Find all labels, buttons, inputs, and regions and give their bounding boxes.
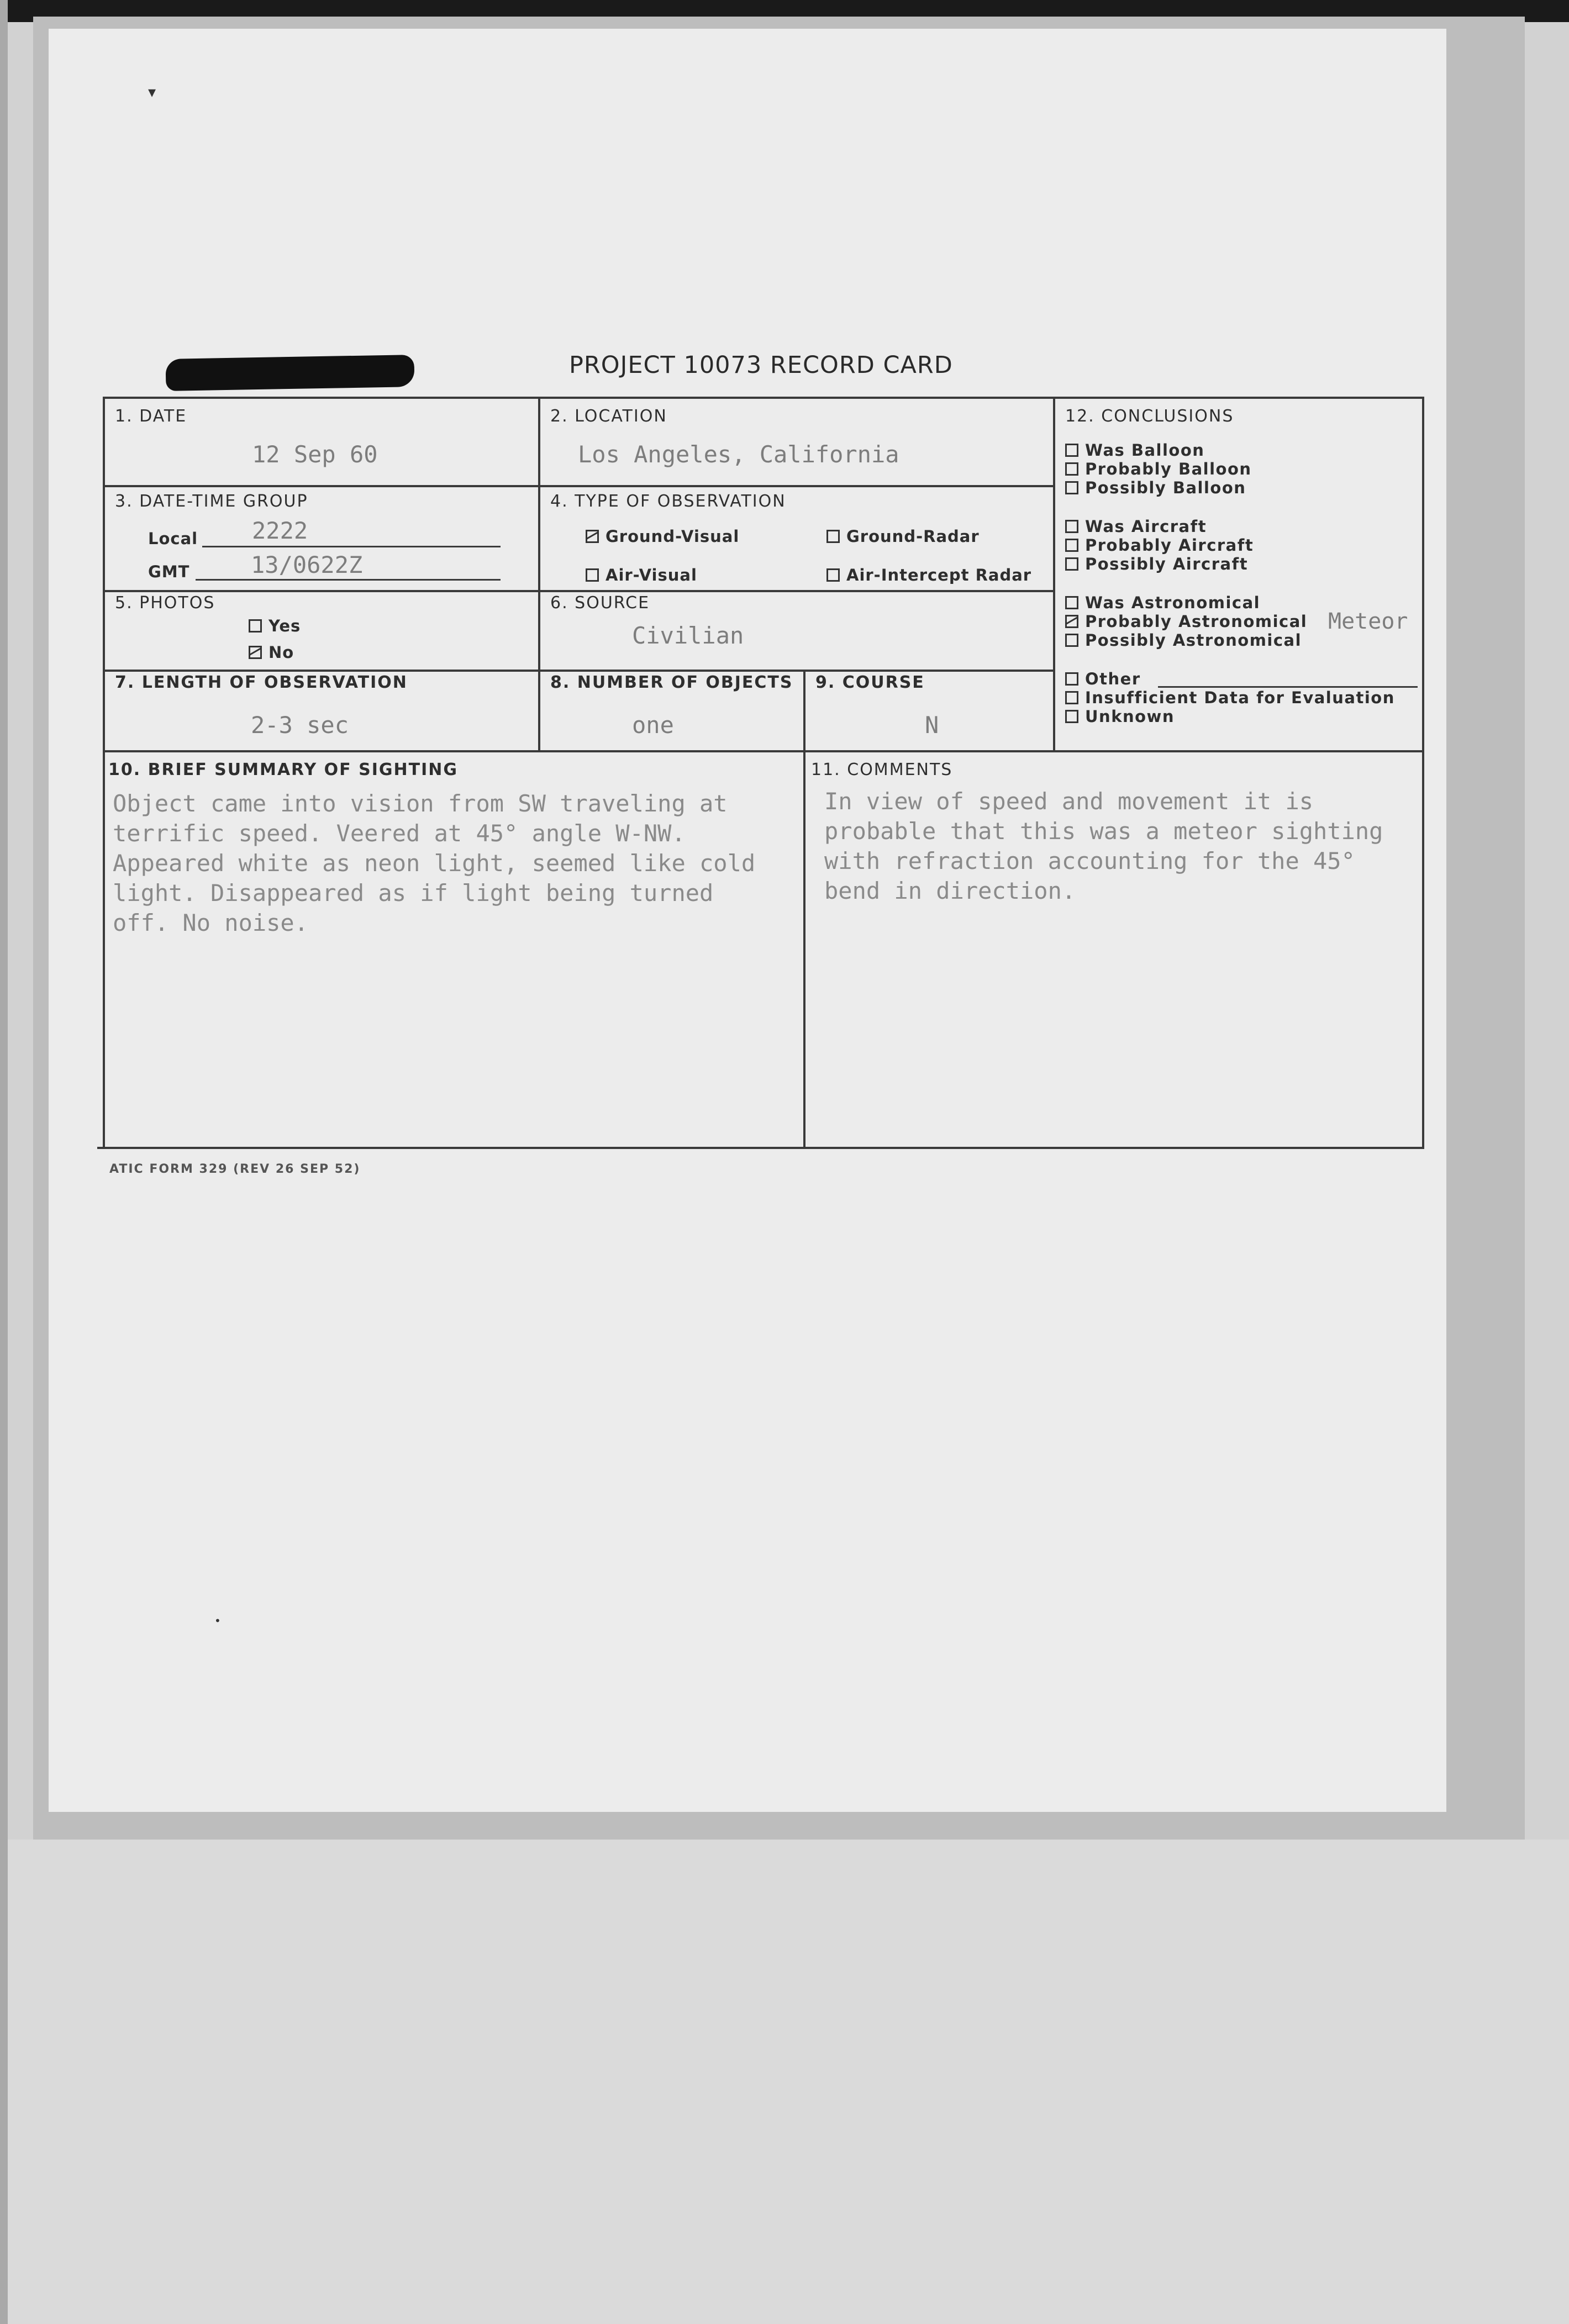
conclusion-option[interactable]: Was Astronomical: [1065, 593, 1307, 612]
conclusions-group-astronomical: [1065, 593, 1307, 650]
photos-yes[interactable]: Yes: [249, 616, 301, 635]
conclusions-group-aircraft: [1065, 517, 1254, 573]
checkbox-icon: [826, 568, 840, 582]
card-border-top: [104, 397, 1424, 399]
option-air-visual[interactable]: Air-Visual: [586, 566, 697, 584]
divider: [803, 750, 805, 1148]
divider: [104, 485, 1054, 487]
conclusions-label: 12. CONCLUSIONS: [1065, 407, 1234, 426]
option-air-intercept-radar[interactable]: Air-Intercept Radar: [826, 566, 1031, 584]
checkbox-icon: [1065, 672, 1078, 686]
course-value: N: [925, 712, 939, 739]
form-footer: ATIC FORM 329 (REV 26 SEP 52): [109, 1162, 361, 1176]
conclusion-option[interactable]: Was Aircraft: [1065, 517, 1254, 536]
conclusion-option[interactable]: Possibly Aircraft: [1065, 555, 1254, 573]
comments-line: bend in direction.: [824, 877, 1076, 904]
checkbox-icon: [1065, 462, 1078, 476]
conclusion-option[interactable]: Possibly Balloon: [1065, 478, 1252, 497]
conclusion-option[interactable]: Possibly Astronomical: [1065, 631, 1307, 650]
length-label: 7. LENGTH OF OBSERVATION: [115, 673, 408, 692]
checkbox-icon: [1065, 444, 1078, 457]
dtg-label: 3. DATE-TIME GROUP: [115, 492, 308, 511]
conclusion-option[interactable]: Probably Aircraft: [1065, 536, 1254, 555]
conclusions-group-other: [1065, 670, 1395, 726]
option-ground-radar[interactable]: Ground-Radar: [826, 527, 980, 546]
local-value: 2222: [252, 517, 308, 544]
checkbox-icon: [249, 619, 262, 633]
redaction-mark: [166, 355, 415, 391]
length-value: 2-3 sec: [251, 712, 349, 739]
summary-line: terrific speed. Veered at 45° angle W-NW.: [113, 820, 686, 847]
conclusion-option-checked[interactable]: Probably Astronomical: [1065, 612, 1307, 631]
location-value: Los Angeles, California: [578, 441, 899, 468]
checkbox-icon: [1065, 596, 1078, 609]
checkbox-icon: [1065, 557, 1078, 571]
local-label: Local: [148, 529, 198, 548]
local-underline: [202, 546, 501, 547]
background-strip: [8, 1840, 1569, 2324]
option-ground-visual[interactable]: Ground-Visual: [586, 527, 739, 546]
date-label: 1. DATE: [115, 407, 187, 426]
divider: [104, 750, 1424, 752]
card-border-right: [1422, 397, 1424, 1148]
divider: [1053, 397, 1055, 750]
card-border-bottom: [97, 1147, 1424, 1149]
checkbox-icon: [586, 530, 599, 543]
summary-line: Appeared white as neon light, seemed like cold: [113, 850, 756, 877]
photos-no[interactable]: No: [249, 643, 294, 662]
divider: [803, 670, 805, 750]
conclusion-option[interactable]: Was Balloon: [1065, 441, 1252, 460]
checkbox-icon: [249, 646, 262, 659]
divider: [104, 670, 1054, 672]
scan-speck: ▾: [148, 83, 156, 101]
checkbox-icon: [1065, 520, 1078, 533]
scan-speck: •: [214, 1614, 221, 1627]
divider: [104, 590, 1054, 592]
type-obs-label: 4. TYPE OF OBSERVATION: [550, 492, 786, 511]
checkbox-icon: [586, 568, 599, 582]
summary-line: Object came into vision from SW traveling at: [113, 790, 728, 817]
scan-left-edge: [0, 0, 8, 2324]
gmt-value: 13/0622Z: [251, 551, 363, 578]
comments-line: probable that this was a meteor sighting: [824, 818, 1383, 845]
checkbox-icon: [1065, 710, 1078, 723]
comments-text: [824, 787, 1383, 906]
summary-line: off. No noise.: [113, 909, 309, 936]
gmt-label: GMT: [148, 562, 190, 581]
conclusion-option[interactable]: Insufficient Data for Evaluation: [1065, 688, 1395, 707]
checkbox-icon: [1065, 539, 1078, 552]
location-label: 2. LOCATION: [550, 407, 667, 426]
checkbox-icon: [1065, 691, 1078, 704]
checkbox-icon: [1065, 481, 1078, 494]
summary-text: [113, 789, 755, 938]
course-label: 9. COURSE: [815, 673, 925, 692]
source-value: Civilian: [632, 622, 744, 649]
conclusion-option[interactable]: Unknown: [1065, 707, 1395, 726]
divider: [538, 397, 540, 750]
number-value: one: [632, 712, 674, 739]
other-underline: [1158, 686, 1418, 688]
checkbox-icon: [826, 530, 840, 543]
gmt-underline: [196, 579, 501, 581]
record-card: [97, 397, 1424, 1149]
comments-label: 11. COMMENTS: [811, 760, 953, 779]
number-label: 8. NUMBER OF OBJECTS: [550, 673, 793, 692]
date-value: 12 Sep 60: [252, 441, 378, 468]
checkbox-icon: [1065, 615, 1078, 628]
conclusion-option[interactable]: Other: [1065, 670, 1395, 688]
card-border-left: [103, 397, 105, 1148]
summary-line: light. Disappeared as if light being turned: [113, 879, 714, 907]
photos-label: 5. PHOTOS: [115, 593, 215, 613]
comments-line: In view of speed and movement it is: [824, 788, 1314, 815]
source-label: 6. SOURCE: [550, 593, 650, 613]
conclusion-note: Meteor: [1328, 609, 1408, 634]
conclusion-option[interactable]: Probably Balloon: [1065, 460, 1252, 478]
conclusions-group-balloon: [1065, 441, 1252, 497]
comments-line: with refraction accounting for the 45°: [824, 847, 1355, 874]
summary-label: 10. BRIEF SUMMARY OF SIGHTING: [108, 760, 458, 779]
card-title: PROJECT 10073 RECORD CARD: [569, 351, 953, 379]
checkbox-icon: [1065, 634, 1078, 647]
